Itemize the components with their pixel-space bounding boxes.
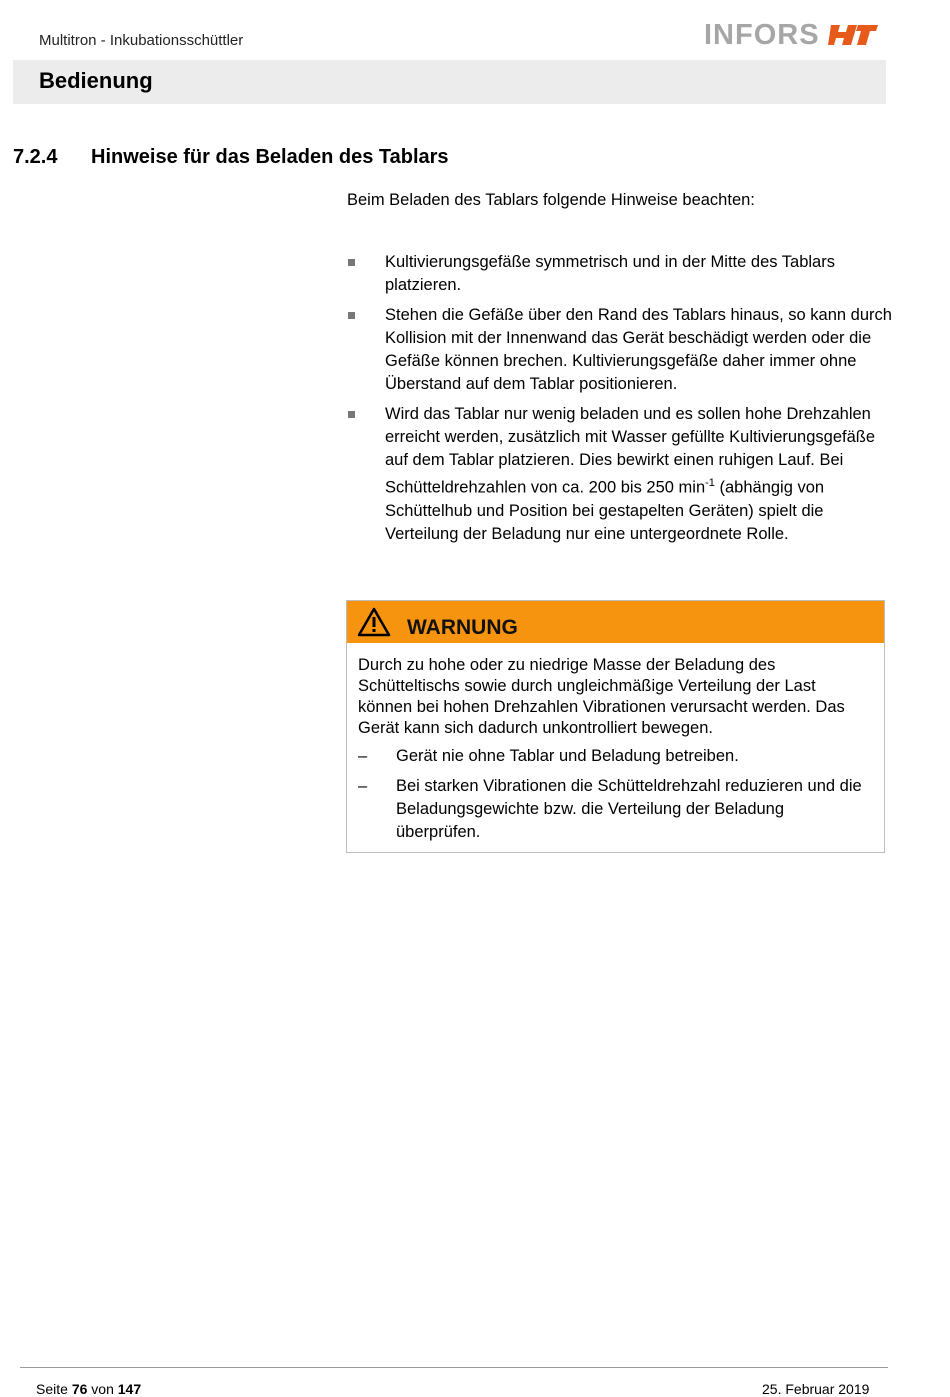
page-indicator <box>36 1381 141 1397</box>
warning-body <box>347 643 884 844</box>
infors-ht-logo <box>704 18 878 52</box>
warning-text: Durch zu hohe oder zu niedrige Masse der Beladung des Schütteltischs sowie durch ungleichmäßige Verteilung der Last können bei hohen Drehzahlen Vibrationen verursacht werden. Das Gerät kann sich dadurch unkontrolliert bewegen. <box>358 656 845 737</box>
page-number: 76 <box>71 1381 88 1397</box>
dash-bullet: – <box>358 777 368 795</box>
dash-bullet: – <box>358 747 368 765</box>
list-item-text: Kultivierungsgefäße symmetrisch und in der Mitte des Tablars platzieren. <box>385 253 835 294</box>
document-title: Multitron - Inkubationsschüttler <box>39 32 244 49</box>
list-item <box>347 403 892 546</box>
list-item-text-continued: (abhängig von Schüttelhub und Position bei gestapelten Geräten) spielt die Verteilung der Beladung nur eine untergeordnete Rolle. <box>385 478 825 543</box>
page-prefix: Seite <box>36 1381 68 1397</box>
list-item <box>347 304 892 396</box>
warning-box <box>346 600 885 853</box>
warning-label: WARNUNG <box>407 616 518 639</box>
list-item-text: Wird das Tablar nur wenig beladen und es sollen hohe Drehzahlen erreicht werden, zusätzlich mit Wasser gefüllte Kultivierungsgefäße auf dem Tablar platzieren. Dies bewirkt einen ruhigen Lauf. Bei Schütteldrehzahlen von ca. 200 bis 250 min <box>385 405 876 497</box>
page-total: 147 <box>117 1381 142 1397</box>
warning-triangle-icon <box>357 607 391 637</box>
intro-text: Beim Beladen des Tablars folgende Hinweise beachten: <box>347 191 755 209</box>
warning-action-list <box>358 745 870 844</box>
section-number: 7.2.4 <box>13 146 58 168</box>
warning-action-item <box>358 775 870 844</box>
chapter-title: Bedienung <box>39 68 153 93</box>
ht-logo-icon <box>828 23 878 47</box>
section-heading <box>13 146 449 169</box>
warning-header <box>347 601 884 643</box>
bullet-square-icon <box>348 259 355 266</box>
logo-wordmark: INFORS <box>704 18 820 51</box>
section-title: Hinweise für das Beladen des Tablars <box>91 146 449 168</box>
footer-divider <box>20 1367 888 1368</box>
bullet-square-icon <box>348 411 355 418</box>
page-of: von <box>91 1381 114 1397</box>
list-item <box>347 251 892 297</box>
document-date: 25. Februar 2019 <box>762 1381 870 1397</box>
list-item-text: Stehen die Gefäße über den Rand des Tablars hinaus, so kann durch Kollision mit der Innenwand das Gerät beschädigt werden oder die Gefäße können brechen. Kultivierungsgefäße daher immer ohne Überstand auf dem Tablar positionieren. <box>385 306 892 393</box>
warning-action-item <box>358 745 870 768</box>
bullet-square-icon <box>348 312 355 319</box>
warning-action-text: Gerät nie ohne Tablar und Beladung betreiben. <box>396 747 739 765</box>
superscript-unit: -1 <box>705 477 715 489</box>
warning-action-text: Bei starken Vibrationen die Schütteldrehzahl reduzieren und die Beladungsgewichte bzw. die Verteilung der Beladung überprüfen. <box>396 777 862 841</box>
hint-list <box>347 251 892 553</box>
